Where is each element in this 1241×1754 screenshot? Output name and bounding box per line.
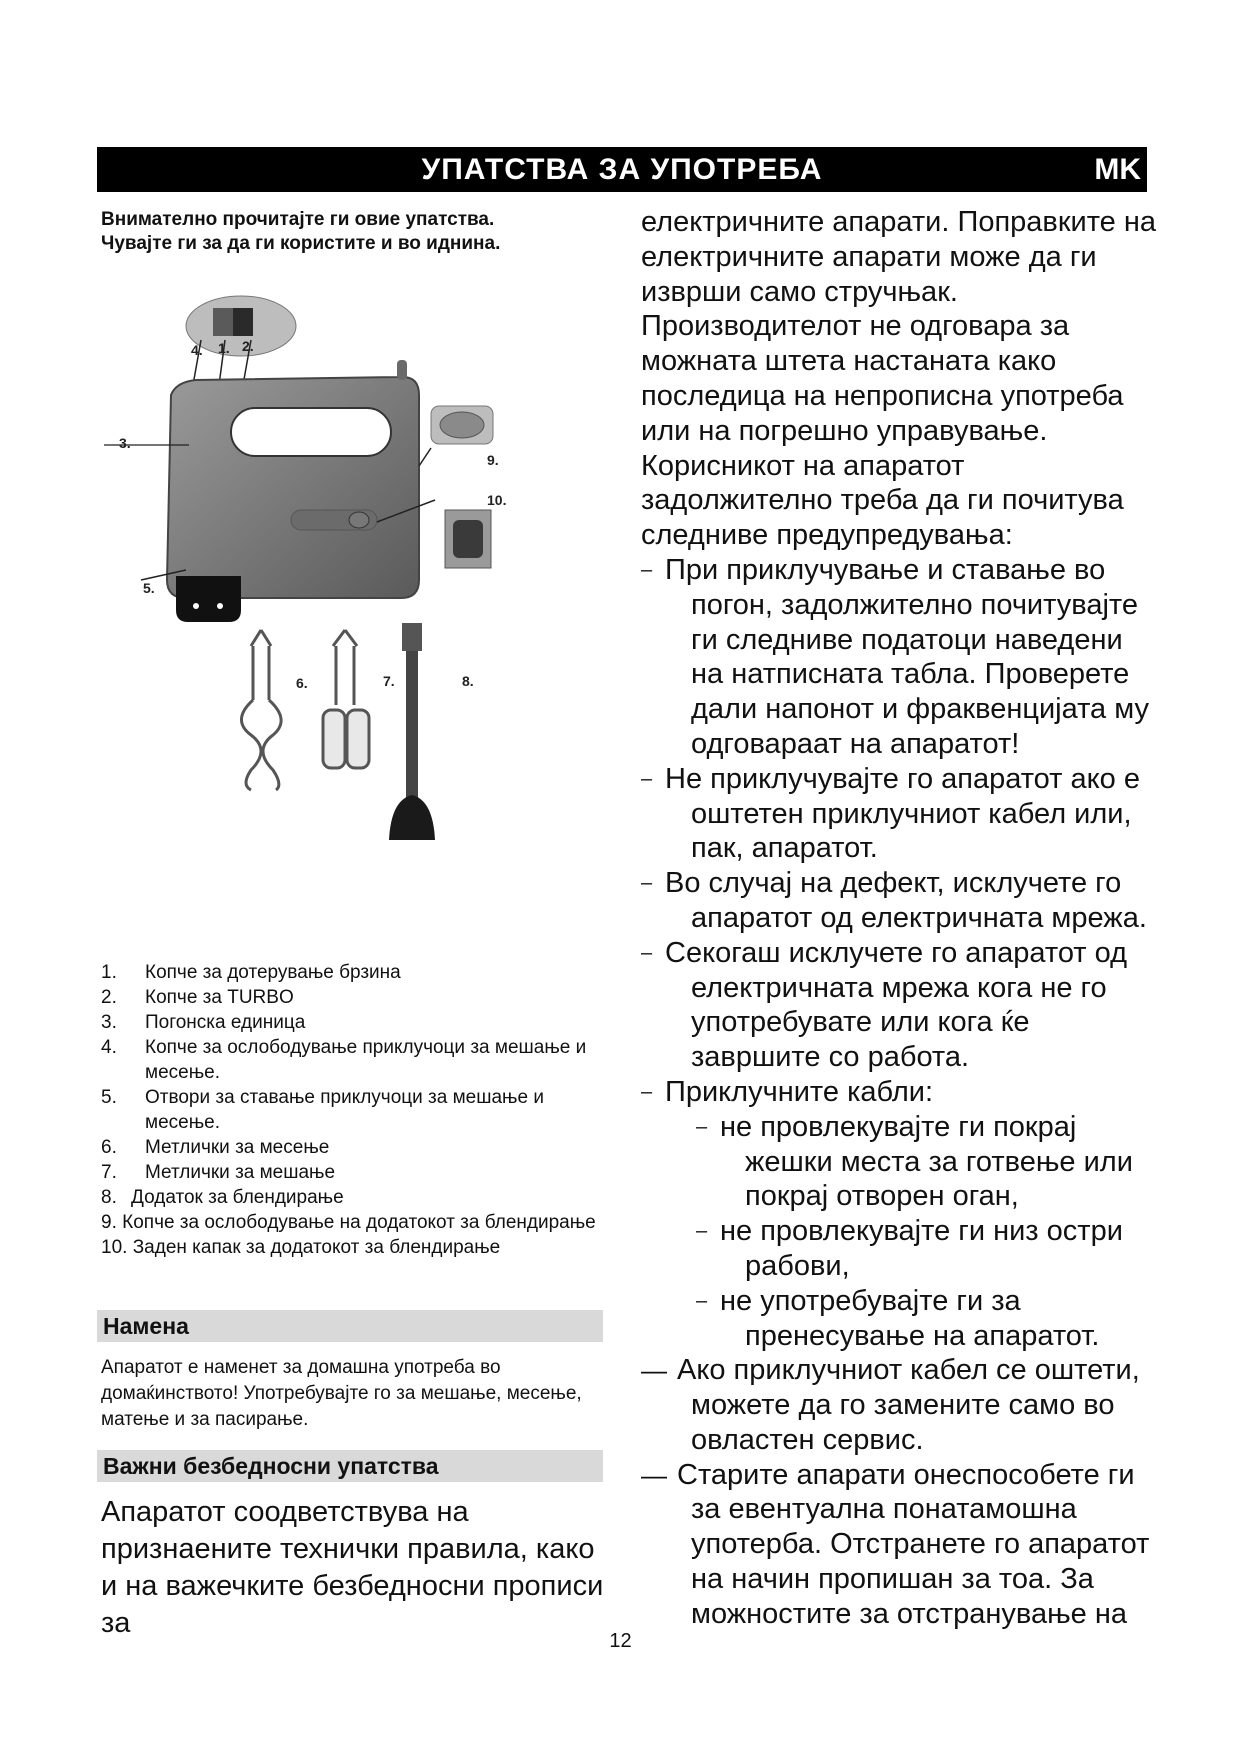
rear-cover-detail-icon xyxy=(445,510,491,568)
mixer-illustration xyxy=(101,280,611,940)
warning-item: – Во случај на дефект, исклучете го апаратот од електричната мрежа. xyxy=(641,867,1147,934)
right-column xyxy=(641,205,1161,1632)
list-item: 6. Метлички за месење xyxy=(101,1137,330,1158)
paragraph: Производителот не одговара за можната штета настаната како последица на непрописна употреба или на погрешно управување. xyxy=(641,310,1124,447)
callout-3: 3. xyxy=(119,435,131,451)
header-bar xyxy=(97,147,1147,192)
paragraph: Корисникот на апаратот задолжително треба да ги почитува следниве предупредувања: xyxy=(641,449,1124,552)
callout-6: 6. xyxy=(296,675,308,691)
mixer-body-icon xyxy=(161,360,419,598)
callout-4: 4. xyxy=(191,342,203,358)
intro-block xyxy=(101,208,611,256)
socket-detail-icon xyxy=(176,576,241,622)
callout-1: 1. xyxy=(218,340,230,356)
warning-item: — Ако приклучниот кабел се оштети, можете да го замените само во овластен сервис. xyxy=(641,1354,1140,1456)
dough-hooks-icon xyxy=(241,630,281,790)
warning-item: – Приклучните кабли: xyxy=(641,1075,934,1108)
purpose-text: Апаратот е наменет за домашна употреба во домаќинството! Употребувајте го за мешање, месење, матење и за пасирање. xyxy=(101,1357,582,1430)
warning-item: – При приклучување и ставање во погон, задолжително почитувајте ги следниве податоци наведени на натписната табла. Проверете дали напонот и фраквенцијата му одговараат на апаратот! xyxy=(641,553,1149,760)
page-number: 12 xyxy=(609,1630,632,1652)
callout-5: 5. xyxy=(143,580,155,596)
cable-warning-item: – не провлекувајте ги низ остри рабови, xyxy=(696,1215,1123,1282)
warning-item: – Секогаш исклучете го апаратот од електричната мрежа кога не го употребувате или кога ќе завршите со работа. xyxy=(641,936,1128,1074)
list-item: 5. Отвори за ставање приклучоци за мешање и месење. xyxy=(101,1087,544,1133)
cable-warning-item: – не употребувајте ги за пренесување на апаратот. xyxy=(696,1284,1100,1352)
list-item: 7. Метлички за мешање xyxy=(101,1162,336,1183)
list-item: 4. Копче за ослободување приклучоци за мешање и месење. xyxy=(101,1037,587,1083)
section-heading-safety: Важни безбедносни упатства xyxy=(97,1450,603,1482)
mixer-diagram xyxy=(101,280,611,940)
list-item: 2. Копче за TURBO xyxy=(101,987,294,1008)
parts-list xyxy=(101,960,621,1260)
page-title: УПАТСТВА ЗА УПОТРЕБА xyxy=(421,153,823,186)
list-item: 9. Копче за ослободување на додатокот за блендирање xyxy=(101,1212,596,1233)
callout-8: 8. xyxy=(462,673,474,689)
section-heading-purpose: Намена xyxy=(97,1310,603,1342)
warning-item: – Не приклучувајте го апаратот ако е оштетен приклучниот кабел или, пак, апаратот. xyxy=(641,762,1140,865)
callout-7: 7. xyxy=(383,673,395,689)
intro-line-1: Внимателно прочитајте ги овие упатства. xyxy=(101,209,495,230)
warning-item: — Старите апарати онеспособете ги за евентуална понатамошна употерба. Отстранете го апаратот на начин пропишан за тоа. За можностите за отстранување на xyxy=(641,1458,1150,1630)
callout-10: 10. xyxy=(487,492,507,508)
callout-9: 9. xyxy=(487,452,499,468)
language-code: MK xyxy=(1094,153,1141,186)
list-item: 1. Копче за дотерување брзина xyxy=(101,962,401,983)
cable-warning-item: – не провлекувајте ги покрај жешки места за готвење или покрај отворен оган, xyxy=(696,1110,1133,1213)
list-item: 10. Заден капак за додатокот за блендирање xyxy=(101,1237,501,1258)
callout-2: 2. xyxy=(242,338,254,354)
safety-intro-text: Апаратот соодветствува на признаените технички правила, како и на важечките безбедносни прописи за xyxy=(101,1496,604,1639)
release-button-detail-icon xyxy=(431,406,493,444)
intro-line-2: Чувајте ги за да ги користите и во иднина. xyxy=(101,233,501,254)
list-item: 3. Погонска единица xyxy=(101,1012,306,1033)
list-item: 8. Додаток за блендирање xyxy=(101,1187,344,1208)
blender-attachment-icon xyxy=(389,623,435,840)
paragraph: електричните апарати. Поправките на електричните апарати може да ги изврши само стручњак. xyxy=(641,206,1156,308)
beaters-icon xyxy=(323,630,369,768)
